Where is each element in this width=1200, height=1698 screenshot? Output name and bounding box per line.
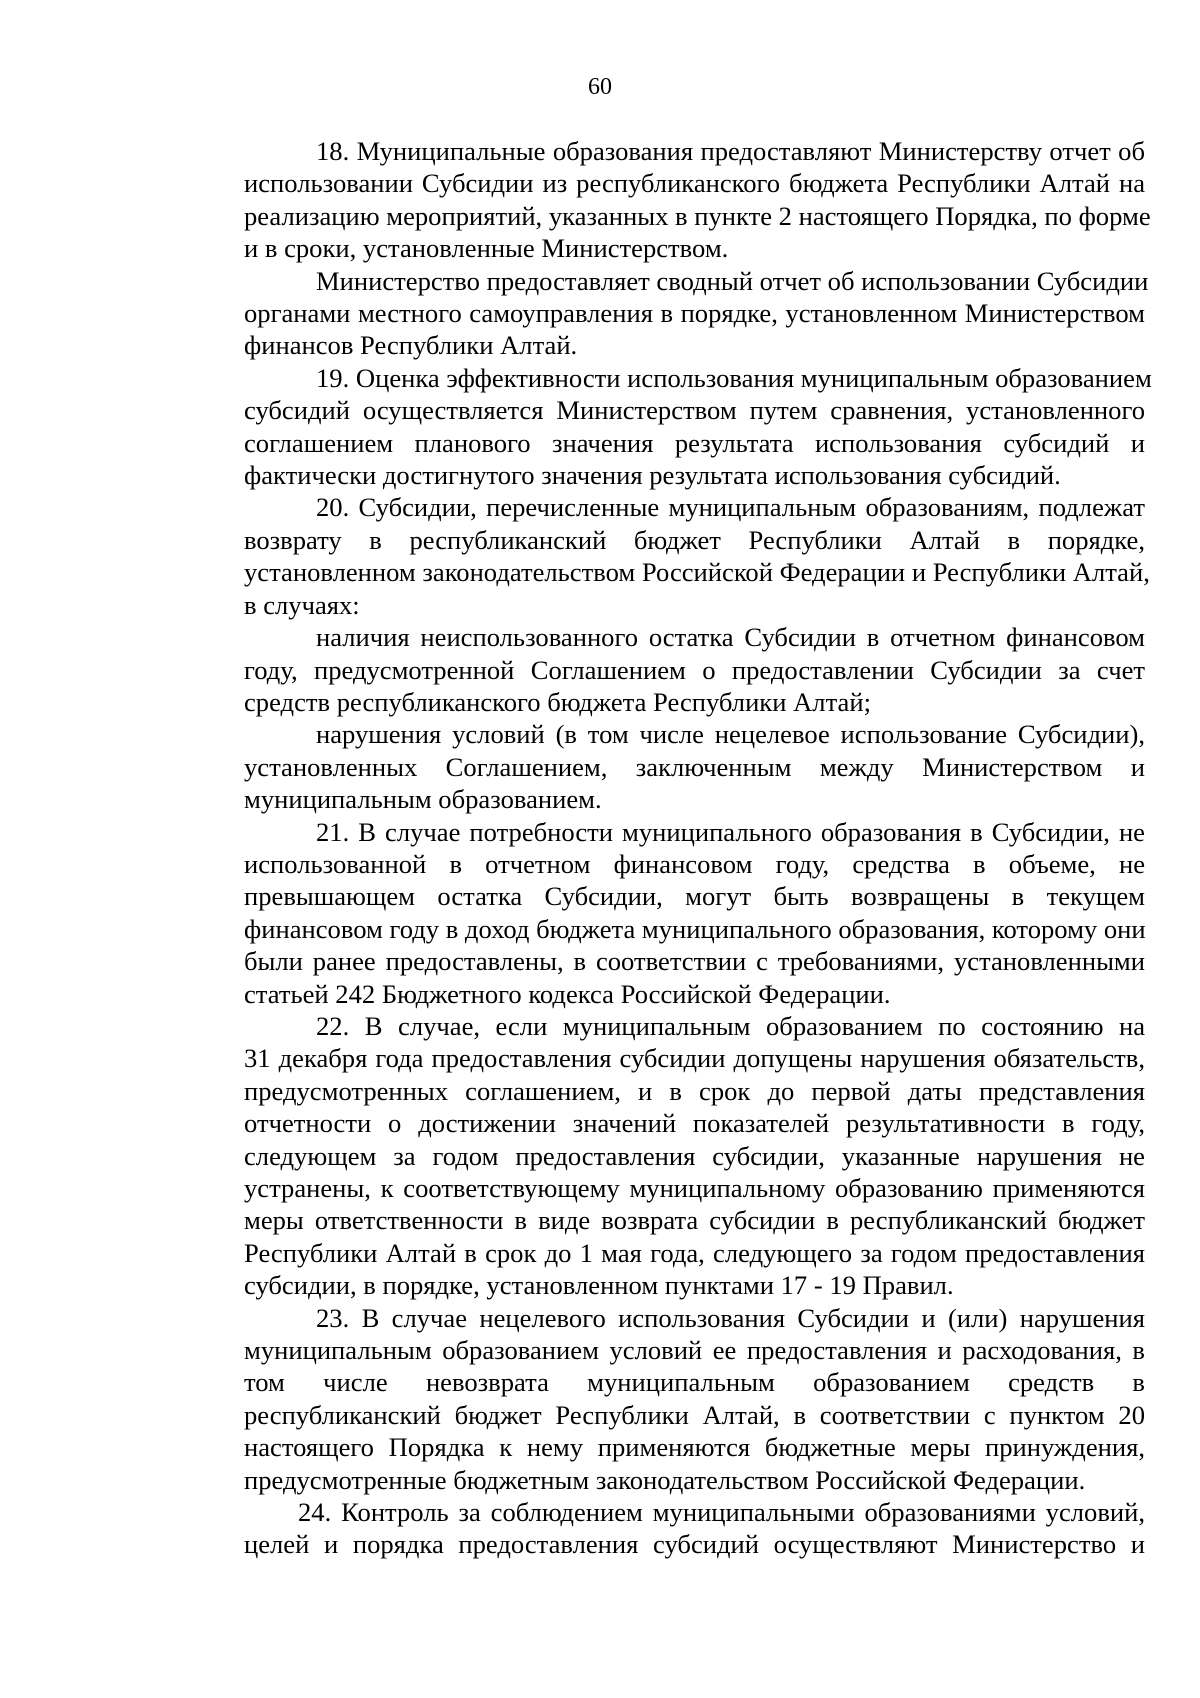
text-line: предусмотренных соглашением, и в срок до первой даты представления <box>244 1075 1145 1106</box>
text-line: следующем за годом предоставления субсидии, указанные нарушения не <box>244 1140 1145 1171</box>
text-line: установленных Соглашением, заключенным между Министерством и <box>244 751 1145 782</box>
text-line: были ранее предоставлены, в соответствии с требованиями, установленными <box>244 946 1145 977</box>
text-line: фактически достигнутого значения результата использования субсидий. <box>244 460 1061 491</box>
paragraph-p20a <box>172 621 1145 718</box>
text-line: соглашением планового значения результата использования субсидий и <box>244 427 1145 458</box>
text-line: субсидии, в порядке, установленном пунктами 17 - 19 Правил. <box>244 1270 954 1301</box>
document-body <box>172 135 1152 1561</box>
text-line: 22. В случае, если муниципальным образованием по состоянию на <box>316 1010 1145 1041</box>
text-line: в случаях: <box>244 589 360 620</box>
text-line: устранены, к соответствующему муниципальному образованию применяются <box>244 1173 1145 1203</box>
text-line: Республики Алтай в срок до 1 мая года, следующего за годом предоставления <box>244 1237 1145 1268</box>
text-line: 23. В случае нецелевого использования Субсидии и (или) нарушения <box>316 1302 1145 1333</box>
text-line: нарушения условий (в том числе нецелевое использование Субсидии), <box>316 719 1145 750</box>
paragraph-p20b <box>172 718 1145 815</box>
text-line: 24. Контроль за соблюдением муниципальными образованиями условий, <box>298 1497 1145 1528</box>
text-line: настоящего Порядка к нему применяются бюджетные меры принуждения, <box>244 1432 1145 1463</box>
text-line: органами местного самоуправления в порядке, установленном Министерством <box>244 298 1145 329</box>
paragraph-p23 <box>172 1302 1145 1496</box>
paragraph-p18 <box>172 135 1151 265</box>
text-line: 19. Оценка эффективности использования муниципальным образованием <box>316 362 1152 393</box>
text-line: 21. В случае потребности муниципального образования в Субсидии, не <box>316 816 1145 847</box>
text-line: превышающем остатка Субсидии, могут быть возвращены в текущем <box>244 881 1145 912</box>
text-line: Министерство предоставляет сводный отчет об использовании Субсидии <box>316 265 1149 296</box>
text-line: муниципальным образованием условий ее предоставления и расходования, в <box>244 1335 1145 1366</box>
text-line: меры ответственности в виде возврата субсидии в республиканский бюджет <box>244 1205 1145 1236</box>
text-line: субсидий осуществляется Министерством путем сравнения, установленного <box>244 395 1145 426</box>
text-line: реализацию мероприятий, указанных в пункте 2 настоящего Порядка, по форме <box>244 200 1151 231</box>
text-line: 31 декабря года предоставления субсидии допущены нарушения обязательств, <box>244 1043 1145 1074</box>
text-line: финансов Республики Алтай. <box>244 330 578 361</box>
text-line: статьей 242 Бюджетного кодекса Российской Федерации. <box>244 978 891 1009</box>
paragraph-p24 <box>172 1496 1145 1561</box>
text-line: 20. Субсидии, перечисленные муниципальным образованиям, подлежат <box>316 492 1145 523</box>
paragraph-p21 <box>172 816 1145 1010</box>
text-line: 18. Муниципальные образования предоставляют Министерству отчет об <box>316 136 1145 166</box>
text-line: республиканский бюджет Республики Алтай, в соответствии с пунктом 20 <box>244 1399 1145 1430</box>
paragraph-p19 <box>172 362 1152 492</box>
text-line: наличия неиспользованного остатка Субсидии в отчетном финансовом <box>316 622 1145 653</box>
text-line: использовании Субсидии из республиканского бюджета Республики Алтай на <box>244 168 1145 199</box>
paragraph-p20 <box>172 491 1150 621</box>
text-line: возврату в республиканский бюджет Республики Алтай в порядке, <box>244 524 1145 555</box>
text-line: году, предусмотренной Соглашением о предоставлении Субсидии за счет <box>244 654 1145 685</box>
text-line: муниципальным образованием. <box>244 784 602 815</box>
text-line: использованной в отчетном финансовом году, средства в объеме, не <box>244 848 1145 879</box>
page-number: 60 <box>588 74 612 100</box>
text-line: финансовом году в доход бюджета муниципального образования, которому они <box>244 913 1146 944</box>
text-line: и в сроки, установленные Министерством. <box>244 233 729 264</box>
text-line: установленном законодательством Российской Федерации и Республики Алтай, <box>244 557 1150 588</box>
text-line: том числе невозврата муниципальным образованием средств в <box>244 1367 1145 1398</box>
text-line: целей и порядка предоставления субсидий осуществляют Министерство и <box>244 1529 1145 1560</box>
text-line: отчетности о достижении значений показателей результативности в году, <box>244 1108 1145 1139</box>
text-line: средств республиканского бюджета Республики Алтай; <box>244 686 871 717</box>
paragraph-p22 <box>172 1010 1145 1302</box>
paragraph-p18b <box>172 265 1149 362</box>
text-line: предусмотренные бюджетным законодательством Российской Федерации. <box>244 1464 1086 1495</box>
